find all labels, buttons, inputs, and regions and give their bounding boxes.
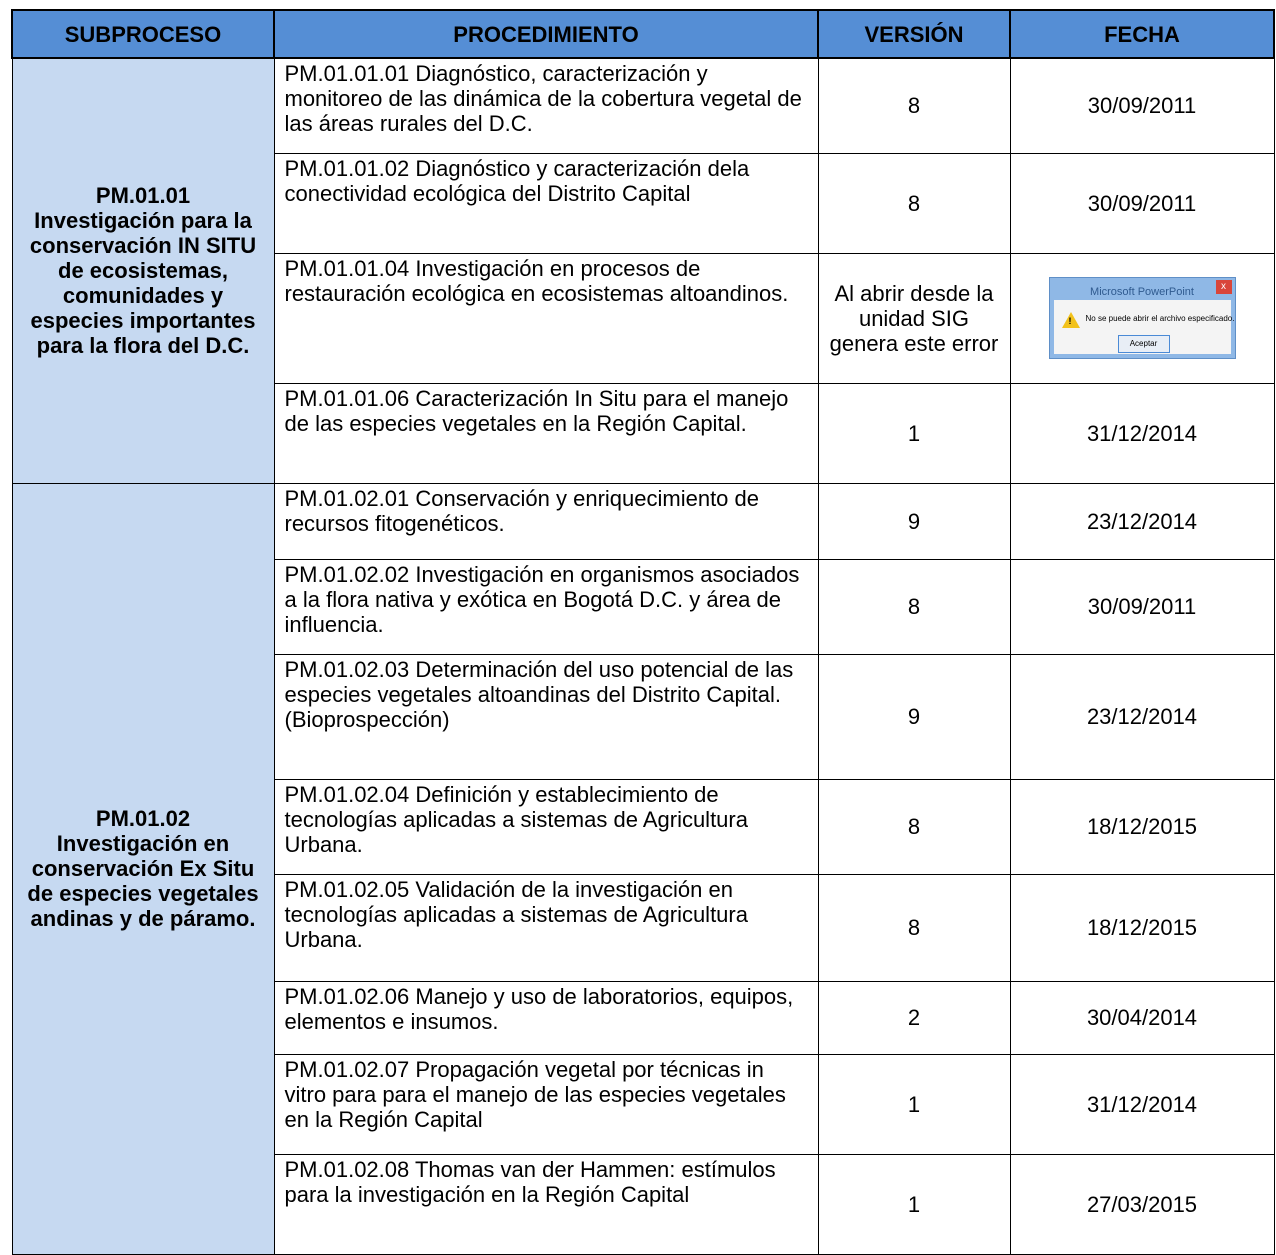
header-row [12, 10, 1274, 58]
fecha-cell: 18/12/2015 [1010, 779, 1274, 874]
dialog-message: No se puede abrir el archivo especificado. [1085, 314, 1235, 323]
fecha-cell: 30/09/2011 [1010, 559, 1274, 654]
version-cell: 9 [818, 483, 1010, 559]
version-cell: 1 [818, 1154, 1010, 1254]
procedimiento-cell: PM.01.01.02 Diagnóstico y caracterización dela conectividad ecológica del Distrito Capital [274, 153, 818, 253]
error-dialog-screenshot [1049, 277, 1236, 359]
procedures-table [11, 9, 1275, 1255]
subproceso-text: PM.01.01 Investigación para la conservación IN SITU de ecosistemas, comunidades y especies importantes para la flora del D.C. [29, 183, 257, 359]
procedimiento-cell: PM.01.02.06 Manejo y uso de laboratorios, equipos, elementos e insumos. [274, 981, 818, 1054]
procedimiento-cell: PM.01.02.05 Validación de la investigación en tecnologías aplicadas a sistemas de Agricultura Urbana. [274, 874, 818, 981]
fecha-cell: 18/12/2015 [1010, 874, 1274, 981]
procedimiento-cell: PM.01.02.01 Conservación y enriquecimiento de recursos fitogenéticos. [274, 483, 818, 559]
fecha-cell: 30/04/2014 [1010, 981, 1274, 1054]
version-cell: 2 [818, 981, 1010, 1054]
close-icon: x [1216, 280, 1232, 294]
subproceso-text: PM.01.02 Investigación en conservación Ex Situ de especies vegetales andinas y de páramo. [27, 806, 259, 931]
header-procedimiento: PROCEDIMIENTO [274, 10, 818, 58]
procedimiento-cell: PM.01.01.01 Diagnóstico, caracterización y monitoreo de las dinámica de la cobertura vegetal de las áreas rurales del D.C. [274, 58, 818, 153]
subproceso-cell [12, 58, 274, 483]
dialog-title: Microsoft PowerPoint [1090, 286, 1194, 298]
warning-icon: ! [1062, 312, 1080, 328]
table-row [12, 483, 1274, 559]
header-subproceso: SUBPROCESO [12, 10, 274, 58]
version-cell: 1 [818, 383, 1010, 483]
procedimiento-cell: PM.01.02.04 Definición y establecimiento de tecnologías aplicadas a sistemas de Agricultura Urbana. [274, 779, 818, 874]
version-cell: 8 [818, 559, 1010, 654]
fecha-cell: 23/12/2014 [1010, 483, 1274, 559]
header-fecha: FECHA [1010, 10, 1274, 58]
procedimiento-cell: PM.01.01.04 Investigación en procesos de restauración ecológica en ecosistemas altoandinos. [274, 253, 818, 383]
version-cell: 8 [818, 58, 1010, 153]
version-cell: 9 [818, 654, 1010, 779]
fecha-cell [1010, 253, 1274, 383]
dialog-accept-button: Aceptar [1118, 335, 1170, 353]
subproceso-cell [12, 483, 274, 1254]
version-cell: 8 [818, 779, 1010, 874]
dialog-body [1054, 300, 1235, 354]
procedimiento-cell: PM.01.01.06 Caracterización In Situ para el manejo de las especies vegetales en la Región Capital. [274, 383, 818, 483]
version-cell: 8 [818, 874, 1010, 981]
table-row [12, 58, 1274, 153]
version-cell: Al abrir desde la unidad SIG genera este error [818, 253, 1010, 383]
header-version: VERSIÓN [818, 10, 1010, 58]
procedimiento-cell: PM.01.02.02 Investigación en organismos asociados a la flora nativa y exótica en Bogotá D.C. y área de influencia. [274, 559, 818, 654]
fecha-cell: 30/09/2011 [1010, 153, 1274, 253]
fecha-cell: 31/12/2014 [1010, 1054, 1274, 1154]
version-cell: 1 [818, 1054, 1010, 1154]
fecha-cell: 27/03/2015 [1010, 1154, 1274, 1254]
fecha-cell: 30/09/2011 [1010, 58, 1274, 153]
procedimiento-cell: PM.01.02.03 Determinación del uso potencial de las especies vegetales altoandinas del Distrito Capital. (Bioprospección) [274, 654, 818, 779]
fecha-cell: 31/12/2014 [1010, 383, 1274, 483]
procedimiento-cell: PM.01.02.07 Propagación vegetal por técnicas in vitro para para el manejo de las especies vegetales en la Región Capital [274, 1054, 818, 1154]
fecha-cell: 23/12/2014 [1010, 654, 1274, 779]
version-cell: 8 [818, 153, 1010, 253]
procedimiento-cell: PM.01.02.08 Thomas van der Hammen: estímulos para la investigación en la Región Capital [274, 1154, 818, 1254]
